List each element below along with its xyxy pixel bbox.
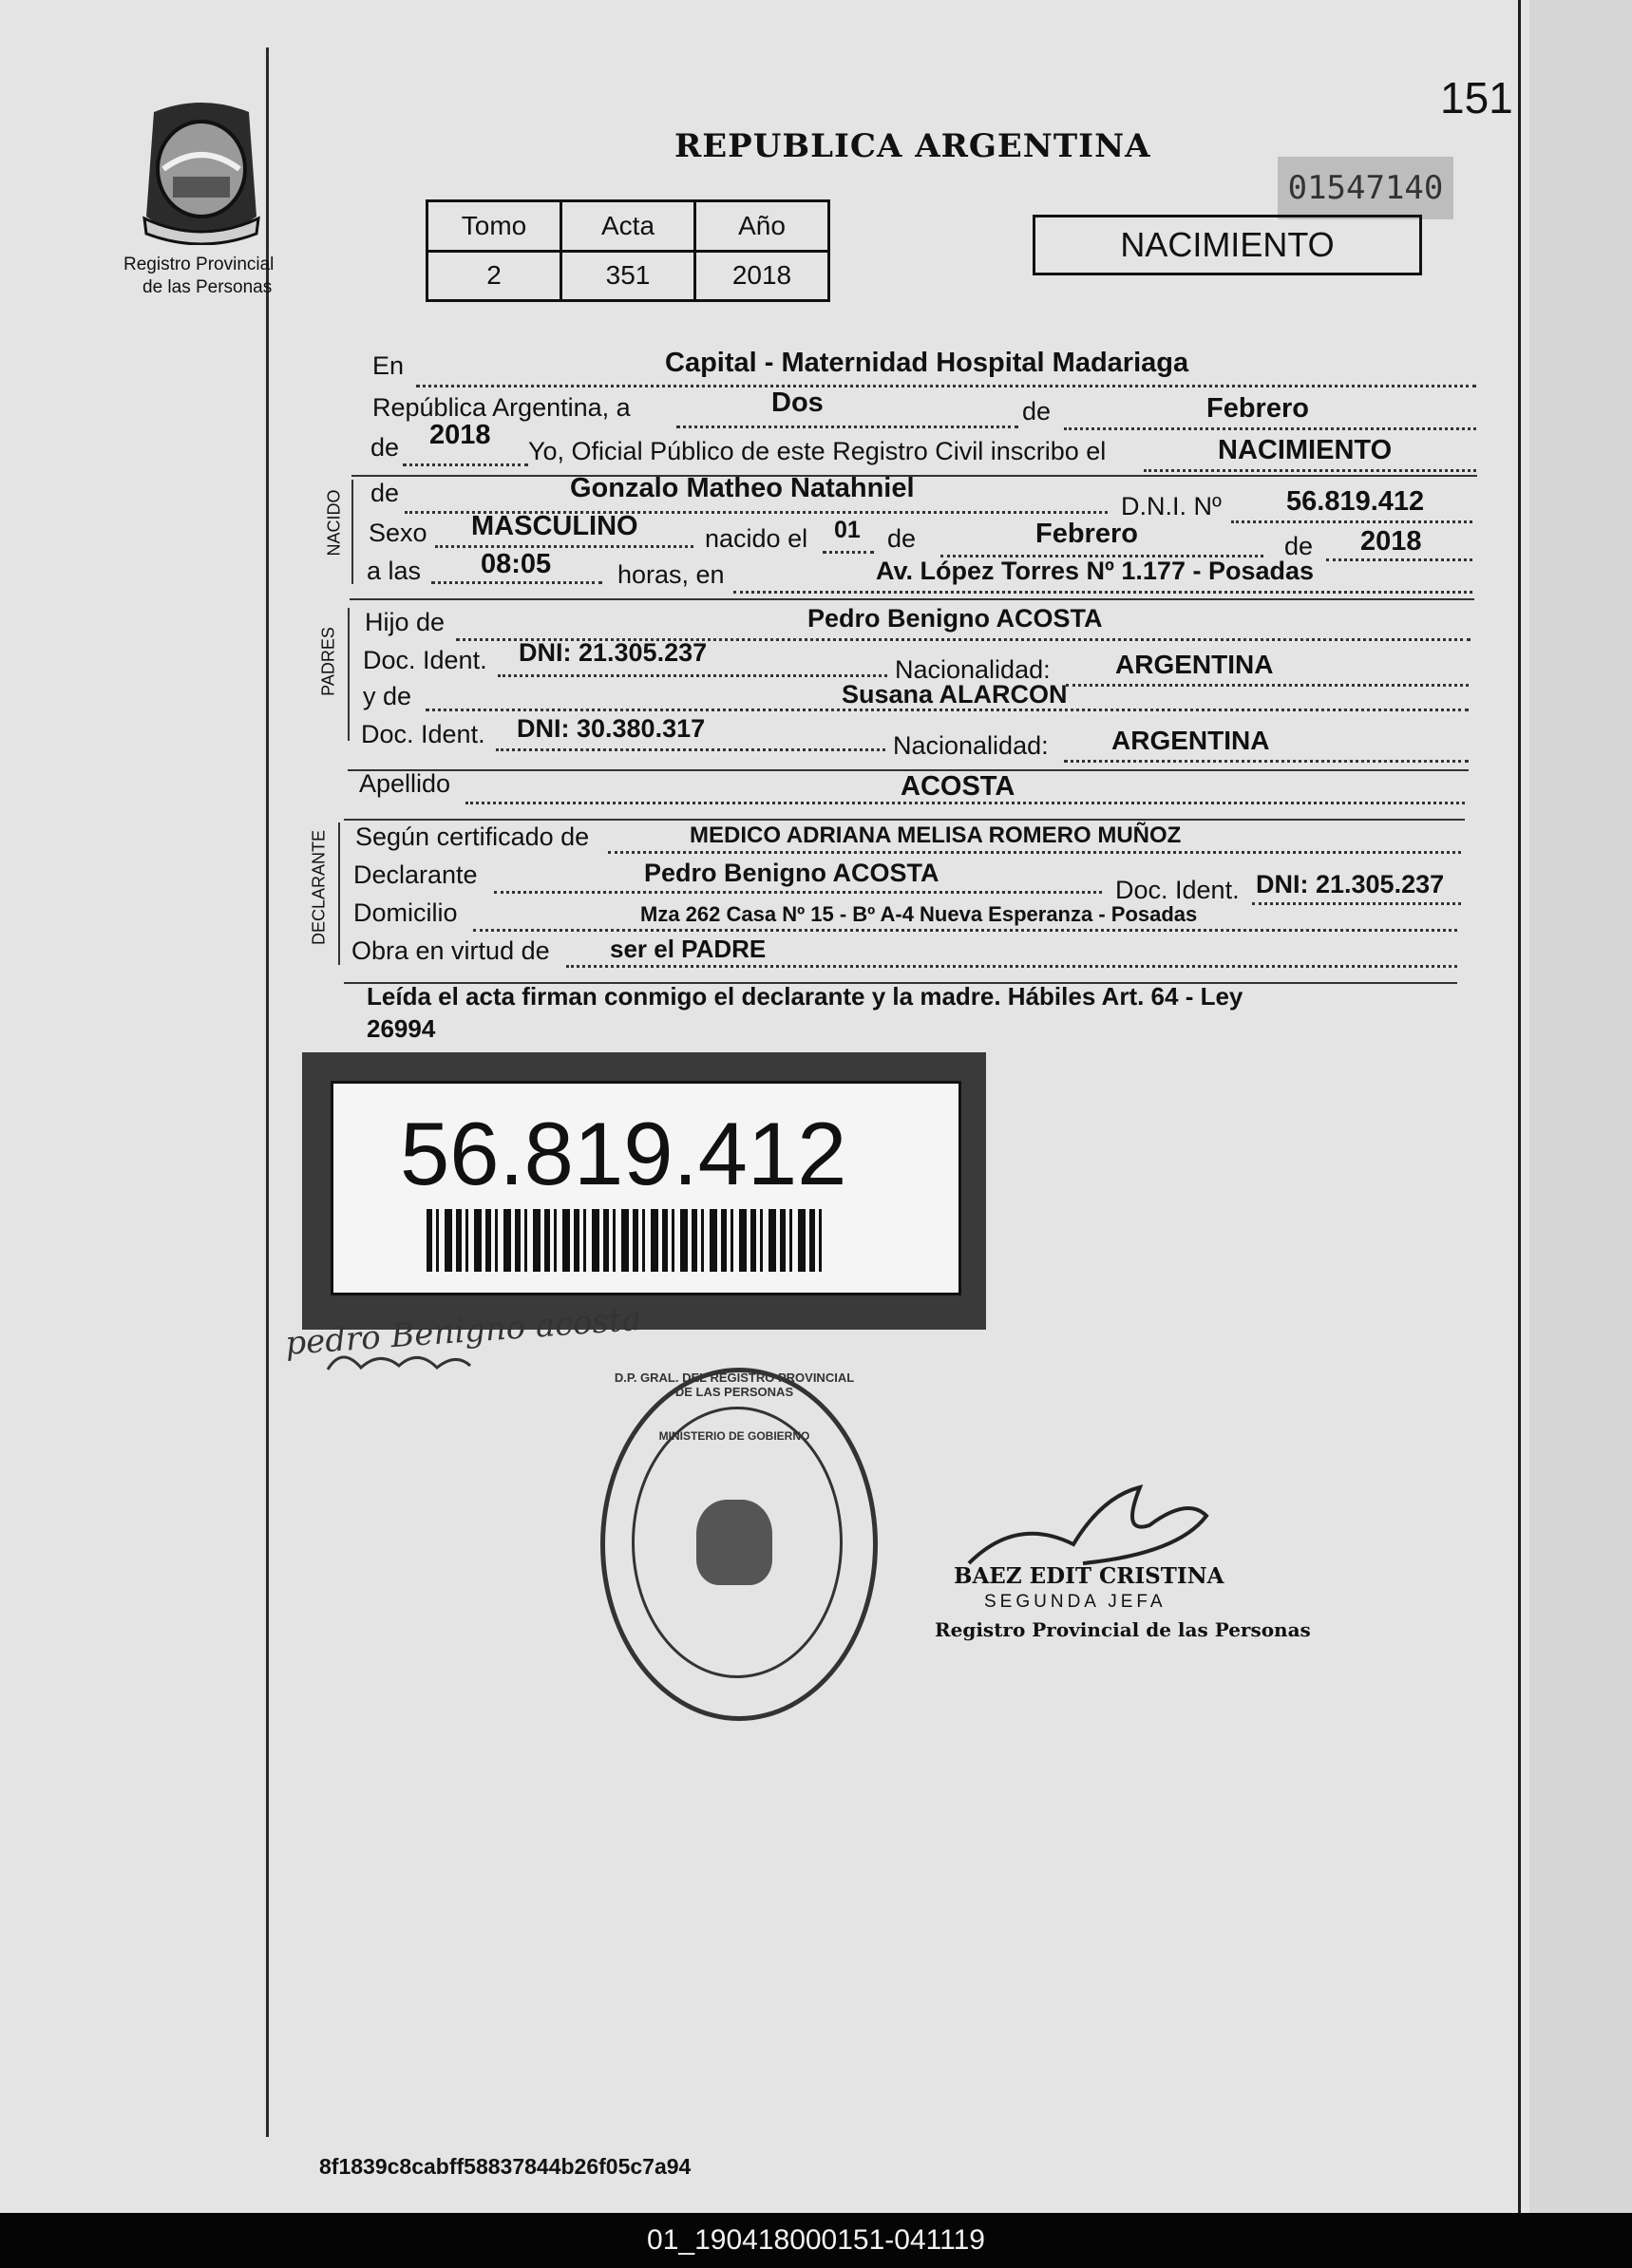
child-dni: 56.819.412 [1286,486,1425,517]
dni-stamp-number: 56.819.412 [400,1104,847,1203]
birth-time: 08:05 [481,549,552,579]
father-doc-dots [498,674,887,677]
birth-day: 01 [834,517,861,543]
closing-line-2: 26994 [367,1014,436,1043]
sexo-value: MASCULINO [471,511,638,541]
nacido-de-label: de [370,479,400,507]
de-label-2: de [370,433,400,462]
acta-value: 351 [561,251,695,301]
page-right-edge [1518,0,1521,2213]
scribble [323,1341,475,1379]
y-de-label: y de [363,682,412,710]
province-logo [135,103,268,245]
birth-year: 2018 [1360,526,1422,557]
domicilio-label: Domicilio [353,898,458,927]
address-dots [733,591,1472,594]
tomo-header: Tomo [427,201,561,252]
official-title: SEGUNDA JEFA [984,1592,1167,1612]
padres-bracket [348,608,350,741]
month-dots [1064,427,1476,430]
declarante-doc: DNI: 21.305.237 [1256,870,1445,898]
sexo-label: Sexo [369,519,427,547]
inscribe-text: Yo, Oficial Público de este Registro Civil inscribo el [528,437,1107,465]
birth-day-dots [823,551,874,554]
place-dots [416,385,1476,387]
de-label-1: de [1022,397,1052,425]
en-label: En [372,351,405,380]
apellido-value: ACOSTA [901,771,1015,802]
obra-label: Obra en virtud de [351,936,550,965]
nacido-rule [350,598,1474,600]
mother-doc: DNI: 30.380.317 [517,714,706,743]
obra-dots [566,965,1457,968]
certificado-value: MEDICO ADRIANA MELISA ROMERO MUÑOZ [690,822,1182,848]
mother-name: Susana ALARCON [842,680,1068,709]
barcode [427,1209,825,1272]
official-name: BAEZ EDIT CRISTINA [954,1563,1224,1589]
page-left-rule [266,47,269,2137]
footer-id-bar [0,2213,1632,2268]
alas-label: a las [367,557,422,585]
inscribe-value: NACIMIENTO [1218,435,1393,465]
official-seal [600,1368,878,1721]
father-nac-dots [1066,684,1469,687]
seal-emblem [696,1500,772,1585]
anio-value: 2018 [695,251,829,301]
declarante-dots [494,891,1102,894]
handwritten-signature: pedro Benigno acosta [284,1299,643,1364]
padres-section-label: PADRES [318,627,338,696]
domicilio-dots [473,929,1457,932]
document-type-box: NACIMIENTO [1033,215,1422,275]
nacido-bracket [351,480,353,584]
declarante-value: Pedro Benigno ACOSTA [644,859,939,887]
month: Febrero [1206,393,1309,424]
country-title: REPUBLICA ARGENTINA [674,127,1151,165]
mother-nac-label: Nacionalidad: [893,731,1049,760]
year: 2018 [429,420,491,450]
day-dots [676,425,1018,428]
mother-nac-dots [1064,760,1469,763]
mother-doc-dots [496,748,885,751]
father-nationality: ARGENTINA [1115,650,1274,679]
nacido-el-label: nacido el [705,524,808,553]
mother-doc-label: Doc. Ident. [361,720,485,748]
apellido-label: Apellido [359,769,451,798]
seal-inner-text: MINISTERIO DE GOBIERNO [658,1429,810,1443]
page-number: 151 [1440,73,1513,123]
hijo-de-label: Hijo de [365,608,446,636]
declarante-doc-label: Doc. Ident. [1115,876,1240,904]
acta-header: Acta [561,201,695,252]
nacido-de-label-2: de [887,524,917,553]
tomo-table [426,199,830,302]
birth-year-dots [1326,558,1472,561]
father-nac-label: Nacionalidad: [895,655,1051,684]
birth-place: Capital - Maternidad Hospital Madariaga [665,348,1189,378]
official-office: Registro Provincial de las Personas [935,1618,1311,1641]
apellido-rule [344,819,1465,821]
day-words: Dos [771,387,824,418]
declarante-label: Declarante [353,860,478,889]
sexo-dots [435,545,693,548]
mother-nationality: ARGENTINA [1111,726,1270,755]
nacido-de-label-3: de [1284,532,1314,560]
certificado-label: Según certificado de [355,822,590,851]
domicilio-value: Mza 262 Casa Nº 15 - Bº A-4 Nueva Esperanza - Posadas [640,902,1198,926]
tomo-value: 2 [427,251,561,301]
time-dots [431,581,602,584]
horas-label: horas, en [617,560,725,589]
obra-value: ser el PADRE [610,935,767,963]
child-name: Gonzalo Matheo Natahniel [570,473,915,503]
dni-stamp-label [331,1081,961,1295]
republica-label: República Argentina, a [372,393,631,422]
father-doc-label: Doc. Ident. [363,646,487,674]
serial-number: 01547140 [1278,157,1453,219]
registry-line1: Registro Provincial [123,255,275,274]
inscribe-dots [1144,469,1476,472]
anio-header: Año [695,201,829,252]
dni-stamp [302,1052,986,1330]
father-name: Pedro Benigno ACOSTA [807,604,1103,633]
seal-outer-text: D.P. GRAL. DEL REGISTRO PROVINCIAL DE LAS PERSONAS [614,1370,855,1399]
declarante-doc-dots [1252,902,1461,905]
certificado-dots [608,851,1461,854]
birth-month: Febrero [1035,519,1138,549]
document-hash: 8f1839c8cabff58837844b26f05c7a94 [319,2154,692,2179]
year-dots [403,463,528,466]
declarante-bracket [338,822,340,965]
birth-address: Av. López Torres Nº 1.177 - Posadas [876,557,1315,585]
closing-line-1: Leída el acta firman conmigo el declarante y la madre. Hábiles Art. 64 - Ley [367,982,1243,1011]
nacido-section-label: NACIDO [324,489,344,557]
father-doc: DNI: 21.305.237 [519,638,708,667]
dni-label: D.N.I. Nº [1121,492,1222,520]
declarante-section-label: DECLARANTE [309,829,329,946]
registry-line2: de las Personas [142,277,273,297]
dni-dots [1231,520,1472,523]
footer-id: 01_190418000151-041119 [647,2224,985,2256]
